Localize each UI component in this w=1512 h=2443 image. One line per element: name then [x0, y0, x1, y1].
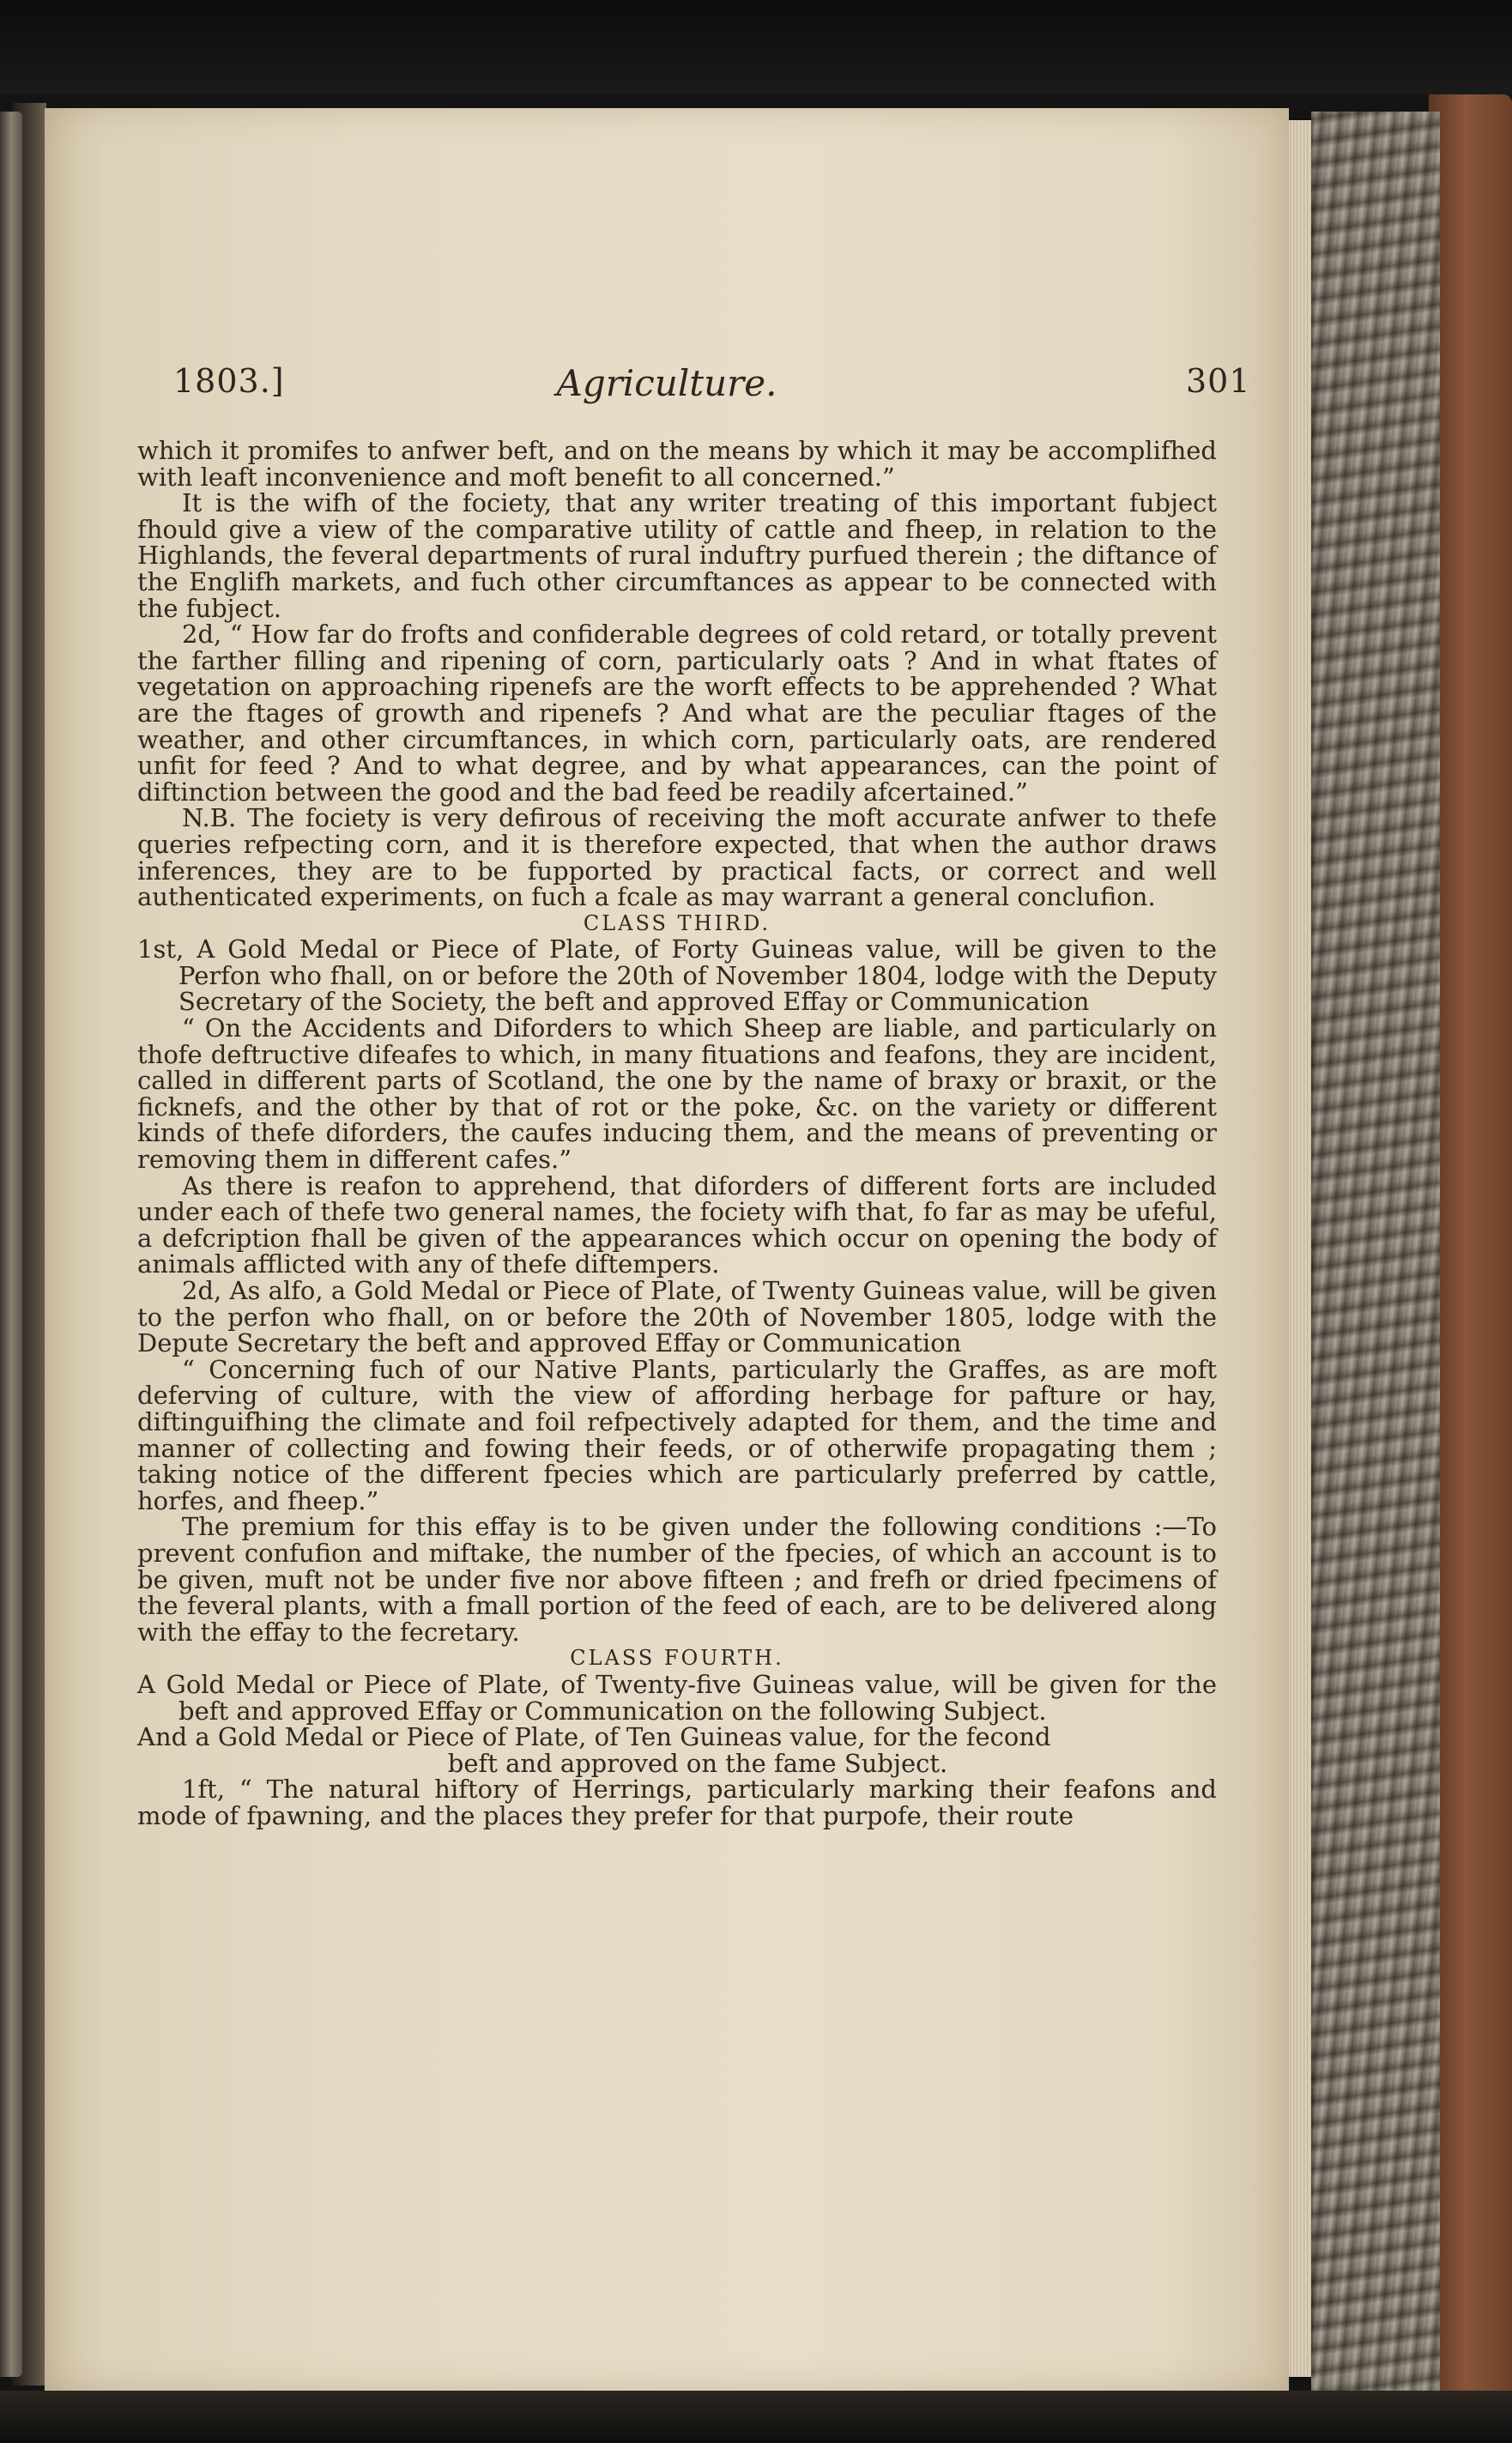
premium-fourth-2-line1: And a Gold Medal or Piece of Plate, of Ten Guineas value, for the fecond: [137, 1722, 1051, 1752]
previous-page-edge: [0, 112, 22, 2377]
topic-native-plants: “ Concerning fuch of our Native Plants, particularly the Graffes, as are moft deferving of culture, with the view of affording herbage for pafture or hay, diftinguifhing the climate and foil refpectively adapted for them, and the time and manner of collecting and fowing their feeds, or of otherwife propagating them ; taking notice of the different fpecies which are particularly preferred by cattle, horfes, and fheep.”: [137, 1354, 1217, 1515]
page-number: 301: [1186, 362, 1251, 400]
paragraph-continuation: which it promifes to anfwer beft, and on the means by which it may be accomplifhed with leaft inconvenience and moft benefit to all concerned.”: [137, 436, 1217, 492]
topic-herrings: 1ft, “ The natural hiftory of Herrings, particularly marking their feafons and mode of fpawning, and the places they prefer for that purpofe, their route: [137, 1775, 1217, 1830]
heading-class-third: CLASS THIRD.: [583, 910, 771, 935]
paragraph-society-wish: It is the wifh of the fociety, that any writer treating of this important fubject fhould give a view of the comparative utility of cattle and fheep, in relation to the Highlands, the feveral departments of rural induftry purfued therein ; the diftance of the Englifh markets, and fuch other circumftances as appear to be connected with the fubject.: [137, 488, 1217, 623]
premium-third-1: 1st, A Gold Medal or Piece of Plate, of Forty Guineas value, will be given to the Perfon who fhall, on or before the 20th of November 1804, lodge with the Deputy Secretary of the Society, the beft and approved Effay or Communication: [137, 934, 1217, 1017]
note-sheep-disorders: As there is reafon to apprehend, that diforders of different forts are included under each of thefe two general names, the fociety wifh that, fo far as may be ufeful, a defcription fhall be given of the appearances which occur on opening the body of animals afflicted with any of thefe diftempers.: [137, 1170, 1217, 1279]
premium-third-2: 2d, As alfo, a Gold Medal or Piece of Plate, of Twenty Guineas value, will be given to the perfon who fhall, on or before the 20th of November 1805, lodge with the Depute Secretary the beft and approved Effay or Communication: [137, 1276, 1217, 1358]
paragraph-question-2d: 2d, “ How far do frofts and confiderable degrees of cold retard, or totally prevent the farther filling and ripening of corn, particularly oats ? And in what ftates of vegetation on approaching ripenefs are the worft effects to be apprehended ? What are the ftages of growth and ripenefs ? And what are the peculiar ftages of the weather, and other circumftances, in which corn, particularly oats, are rendered unfit for feed ? And to what degree, and by what appearances, can the point of diftinction between the good and the bad feed be readily afcertained.”: [137, 620, 1217, 807]
paragraph-nota-bene: N.B. The fociety is very defirous of receiving the moft accurate anfwer to thefe queries refpecting corn, and it is therefore expected, that when the author draws inferences, they are to be fupported by practical facts, or correct and well authenticated experiments, on fuch a fcale as may warrant a general conclufion.: [137, 803, 1217, 912]
book-page: [45, 108, 1289, 2391]
heading-class-fourth: CLASS FOURTH.: [570, 1646, 784, 1671]
background-top: [0, 0, 1512, 94]
book-cover-right: [1429, 94, 1512, 2411]
marbled-page-edge: [1311, 112, 1440, 2394]
background-bottom: [0, 2391, 1512, 2443]
header-title: Agriculture.: [556, 362, 777, 404]
page-body: [137, 438, 1217, 1829]
premium-fourth-1: A Gold Medal or Piece of Plate, of Twenty-five Guineas value, will be given for the beft and approved Effay or Communication on the following Subject.: [137, 1669, 1217, 1726]
running-header: [45, 362, 1289, 414]
header-year: 1803.]: [173, 362, 285, 400]
premium-fourth-2-line2: beft and approved on the fame Subject.: [447, 1748, 948, 1778]
note-premium-conditions: The premium for this effay is to be given under the following conditions :—To prevent confufion and miftake, the number of the fpecies, of which an account is to be given, muft not be under five nor above fifteen ; and frefh or dried fpecimens of the feveral plants, with a fmall portion of the feed of each, are to be delivered along with the effay to the fecretary.: [137, 1512, 1217, 1647]
page-stack-edge: [1287, 120, 1311, 2377]
topic-sheep-disorders: “ On the Accidents and Diforders to which Sheep are liable, and particularly on thofe deftructive difeafes to which, in many fituations and feafons, they are incident, called in different parts of Scotland, the one by the name of braxy or braxit, or the ficknefs, and the other by that of rot or the poke, &c. on the variety or different kinds of thefe diforders, the caufes inducing them, and the means of preventing or removing them in different cafes.”: [137, 1013, 1217, 1175]
